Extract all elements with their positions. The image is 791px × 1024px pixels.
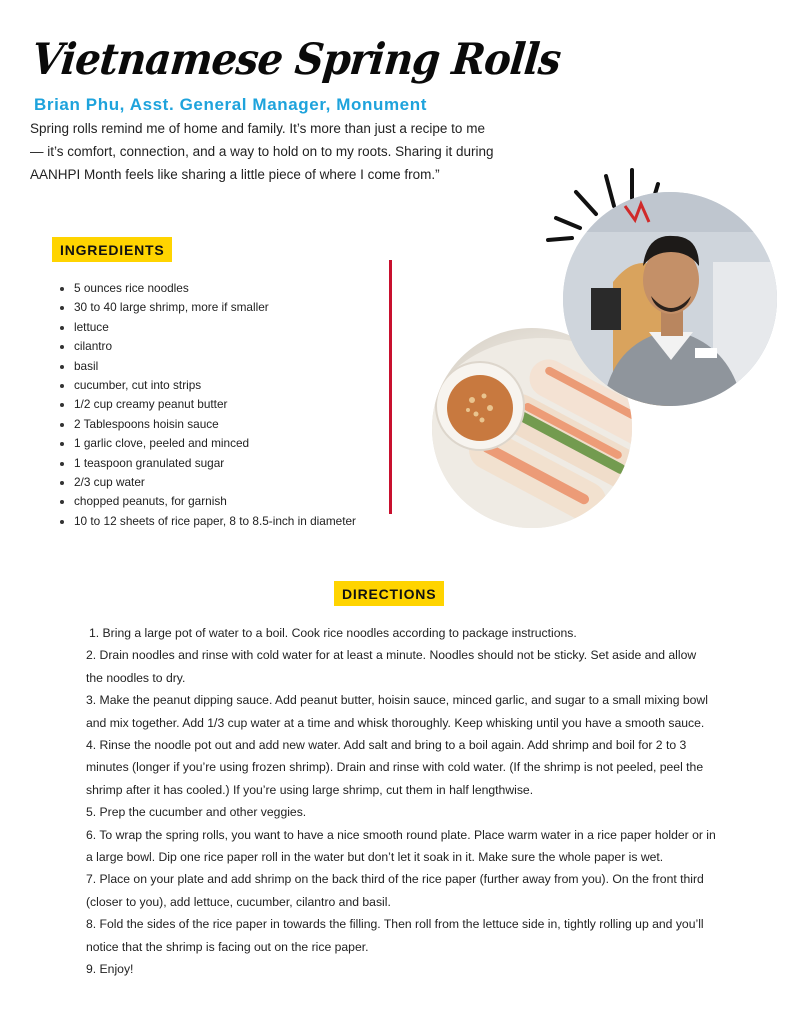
directions-heading: DIRECTIONS [334,581,444,606]
ingredient-item: 1 teaspoon granulated sugar [58,454,388,473]
direction-step: 8. Fold the sides of the rice paper in towards the filling. Then roll from the lettuce side in, tightly rolling up and you’ll notice that the shrimp is facing out on the rice paper. [86,917,704,954]
ingredient-item: 2 Tablespoons hoisin sauce [58,415,388,434]
ingredient-item: 2/3 cup water [58,473,388,492]
direction-step: 5. Prep the cucumber and other veggies. [86,805,307,820]
author-portrait-photo [563,192,777,406]
ingredient-item: 5 ounces rice noodles [58,279,388,298]
ingredient-item: 1 garlic clove, peeled and minced [58,434,388,453]
ingredients-list [58,279,388,531]
ingredient-item: chopped peanuts, for garnish [58,492,388,511]
direction-step: 3. Make the peanut dipping sauce. Add peanut butter, hoisin sauce, minced garlic, and sugar to a small mixing bowl and mix together. Add 1/3 cup water at a time and whisk thoroughly. Keep whisking until you have a smooth sauce. [86,693,708,730]
vertical-divider [389,260,392,514]
direction-step: 7. Place on your plate and add shrimp on the back third of the rice paper (further away from you). On the front third (closer to you), add lettuce, cucumber, cilantro and basil. [86,872,704,909]
direction-step: 9. Enjoy! [86,962,134,977]
recipe-title: Vietnamese Spring Rolls [29,34,563,85]
author-byline: Brian Phu, Asst. General Manager, Monument [34,95,427,114]
direction-step: 2. Drain noodles and rinse with cold water for at least a minute. Noodles should not be sticky. Set aside and allow the noodles to dry. [86,648,697,685]
intro-quote: Spring rolls remind me of home and family. It’s more than just a recipe to me — it’s comfort, connection, and a way to hold on to my roots. Sharing it during AANHPI Month feels like sharing a little piece of where I come from.” [30,121,494,182]
ingredient-item: cilantro [58,337,388,356]
ingredient-item: basil [58,357,388,376]
ingredient-item: cucumber, cut into strips [58,376,388,395]
ingredient-item: 10 to 12 sheets of rice paper, 8 to 8.5-inch in diameter [58,512,388,531]
direction-step: 4. Rinse the noodle pot out and add new water. Add salt and bring to a boil again. Add shrimp and boil for 2 to 3 minutes (longer if you’re using frozen shrimp). Drain and rinse with cold water. (If the shrimp is not peeled, peel the shrimp after it has cooled.) If you’re using large shrimp, cut them in half lengthwise. [86,738,704,797]
ingredient-item: lettuce [58,318,388,337]
directions-list [86,622,716,981]
ingredient-item: 30 to 40 large shrimp, more if smaller [58,298,388,317]
ingredient-item: 1/2 cup creamy peanut butter [58,395,388,414]
direction-step: 6. To wrap the spring rolls, you want to have a nice smooth round plate. Place warm water in a rice paper holder or in a large bowl. Dip one rice paper roll in the water but don’t let it soak in it. Make sure the whole paper is wet. [86,827,716,865]
ingredients-heading: INGREDIENTS [52,237,172,262]
direction-step: 1. Bring a large pot of water to a boil. Cook rice noodles according to package instructions. [89,626,577,640]
